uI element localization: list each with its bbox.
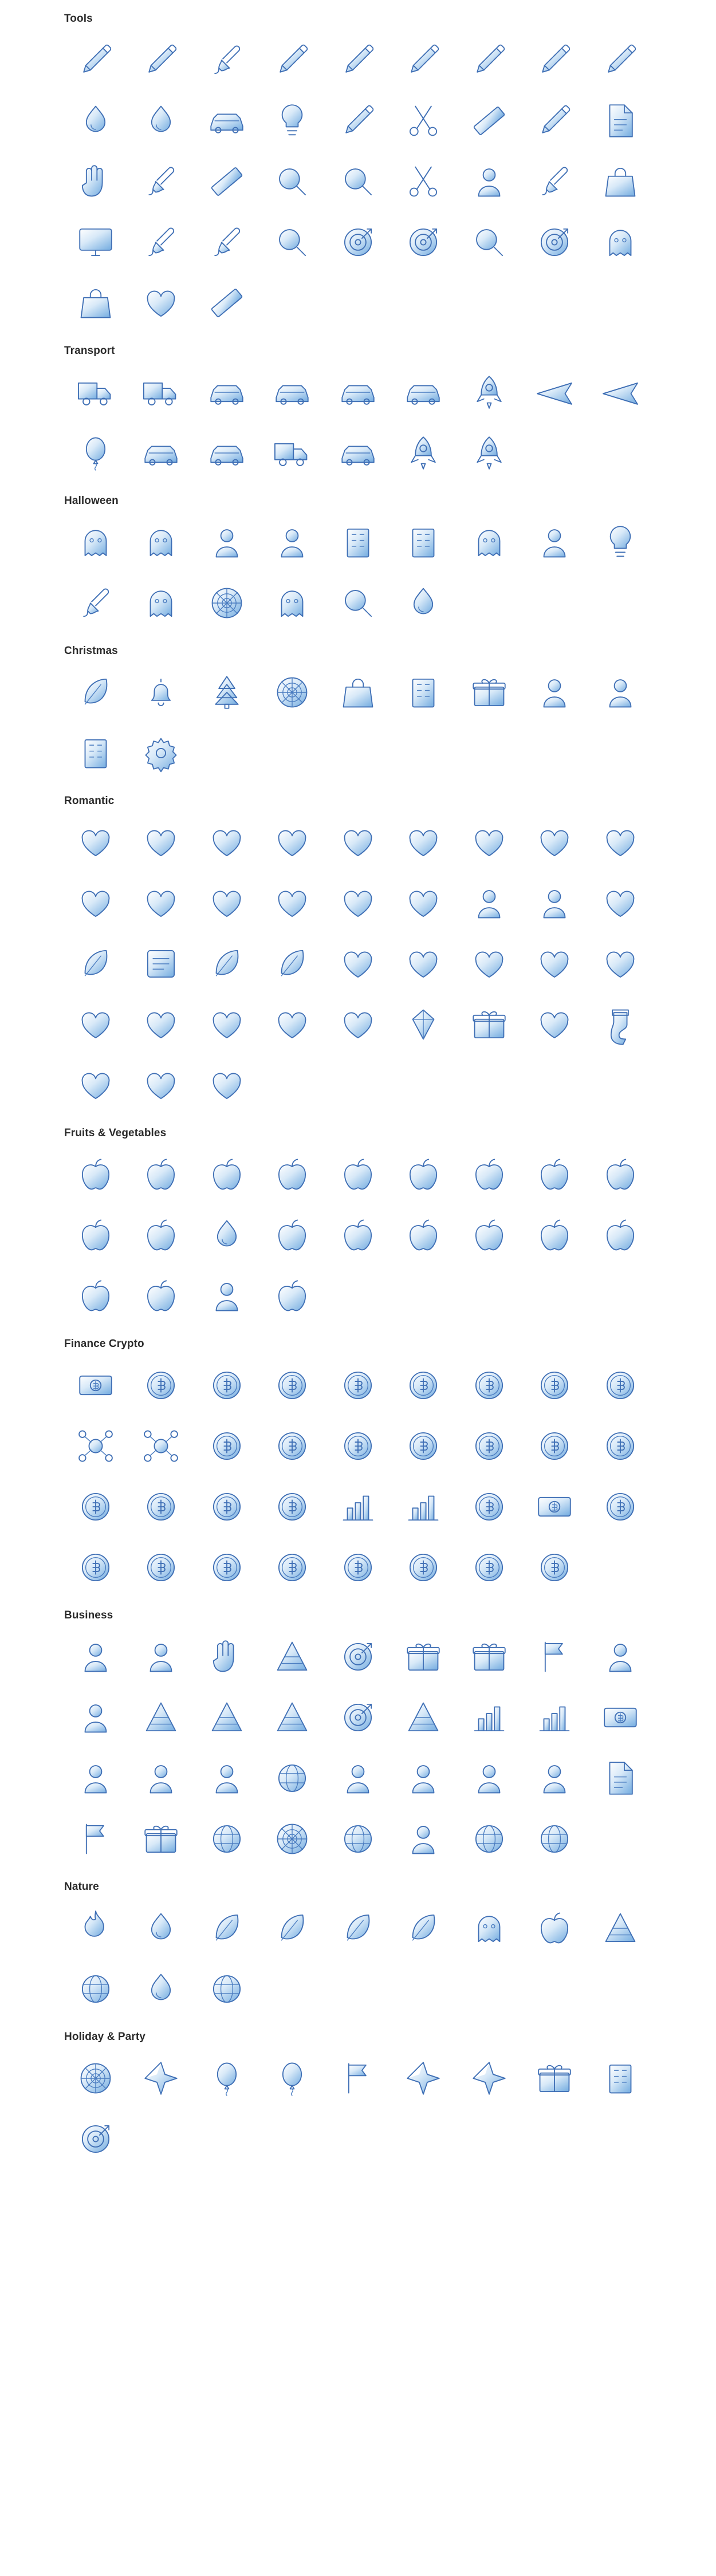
ladybug-icon[interactable]	[457, 1899, 522, 1957]
icon-grid	[63, 1145, 653, 1325]
two-hearts-icon[interactable]	[128, 813, 194, 872]
cherry-fruit-icon[interactable]	[325, 1145, 391, 1204]
bitcoin-browser-icon[interactable]	[522, 1417, 587, 1475]
category-section	[63, 1609, 653, 1868]
cursor-arrow-icon[interactable]	[325, 213, 391, 271]
bitcoin-file-icon[interactable]	[325, 1538, 391, 1597]
category-title: Halloween	[64, 495, 119, 507]
bitcoin-document-icon[interactable]	[194, 1417, 259, 1475]
heart-smile-icon[interactable]	[325, 813, 391, 872]
bitcoin-globe-icon[interactable]	[259, 1538, 325, 1597]
category-section	[63, 13, 653, 332]
flag-mountain-icon[interactable]	[259, 1628, 325, 1686]
snowman-icon[interactable]	[522, 663, 587, 722]
space-shuttle-icon[interactable]	[457, 424, 522, 482]
presentation-remove-icon[interactable]	[457, 1628, 522, 1686]
heart-balloon-icon[interactable]	[259, 874, 325, 932]
building-lights-icon[interactable]	[588, 2049, 653, 2108]
upward-arrow-icon[interactable]	[325, 1688, 391, 1747]
bitcoin-wallet-icon[interactable]	[325, 1356, 391, 1415]
diamond-icon[interactable]	[391, 995, 456, 1054]
van-icon[interactable]	[259, 424, 325, 482]
zombie-hand-icon[interactable]	[522, 513, 587, 572]
kiwi-slice-icon[interactable]	[259, 1206, 325, 1265]
scissors-icon[interactable]	[391, 152, 456, 211]
fire-icon[interactable]	[63, 1899, 128, 1957]
bar-growth-icon[interactable]	[457, 1688, 522, 1747]
idea-hand-icon[interactable]	[194, 1628, 259, 1686]
bitcoin-card-icon[interactable]	[522, 1478, 587, 1536]
christmas-tree-icon[interactable]	[194, 663, 259, 722]
global-network-icon[interactable]	[194, 1810, 259, 1868]
bell-icon[interactable]	[128, 663, 194, 722]
mango-icon[interactable]	[194, 1267, 259, 1325]
heart-calendar-icon[interactable]	[391, 935, 456, 993]
icon-grid	[63, 2049, 653, 2168]
lime-icon[interactable]	[391, 1206, 456, 1265]
leaves-icon[interactable]	[325, 1899, 391, 1957]
motorcycle-icon[interactable]	[259, 363, 325, 422]
global-folder-icon[interactable]	[522, 1810, 587, 1868]
delivery-truck-24h-icon[interactable]	[63, 363, 128, 422]
wreath-icon[interactable]	[259, 663, 325, 722]
gender-symbols-icon[interactable]	[128, 935, 194, 993]
globe-water-icon[interactable]	[128, 1960, 194, 2018]
candy-cane-icon[interactable]	[128, 724, 194, 782]
crop-icon[interactable]	[391, 213, 456, 271]
bitcoin-tree-icon[interactable]	[588, 1356, 653, 1415]
quill-icon[interactable]	[259, 31, 325, 89]
heart-flag-icon[interactable]	[325, 935, 391, 993]
select-search-icon[interactable]	[457, 213, 522, 271]
category-section	[63, 795, 653, 1114]
orange-slice-icon[interactable]	[259, 1267, 325, 1325]
zoom-out-icon[interactable]	[325, 152, 391, 211]
hand-plant-icon[interactable]	[259, 1899, 325, 1957]
pin-diagonal-icon[interactable]	[63, 213, 128, 271]
category-title: Business	[64, 1609, 113, 1621]
heart-link-icon[interactable]	[259, 813, 325, 872]
heart-bookmark-icon[interactable]	[63, 995, 128, 1054]
category-title: Christmas	[64, 645, 118, 657]
paper-sheet-icon[interactable]	[588, 92, 653, 150]
apricot-icon[interactable]	[391, 1145, 456, 1204]
moped-icon[interactable]	[391, 363, 456, 422]
push-pin-board-icon[interactable]	[63, 1810, 128, 1868]
laptop-presentation-icon[interactable]	[128, 1810, 194, 1868]
bitcoin-search-icon[interactable]	[391, 1356, 456, 1415]
plane-takeoff-icon[interactable]	[588, 363, 653, 422]
eye-triangle-icon[interactable]	[194, 1688, 259, 1747]
report-icon[interactable]	[588, 1749, 653, 1807]
scarecrow-icon[interactable]	[194, 513, 259, 572]
profile-heart-icon[interactable]	[194, 874, 259, 932]
skull-crossbones-icon[interactable]	[63, 513, 128, 572]
global-team-icon[interactable]	[391, 1810, 456, 1868]
push-pin-icon[interactable]	[588, 152, 653, 211]
gingerbread-man-icon[interactable]	[588, 663, 653, 722]
couple-walking-icon[interactable]	[128, 1056, 194, 1114]
pyramid-chart-icon[interactable]	[259, 1688, 325, 1747]
category-section	[63, 495, 653, 632]
champagne-toast-icon[interactable]	[588, 995, 653, 1054]
apple-icon[interactable]	[63, 1145, 128, 1204]
bitcoin-stack-icon[interactable]	[457, 1417, 522, 1475]
brush-icon[interactable]	[128, 213, 194, 271]
car-discount-icon[interactable]	[325, 424, 391, 482]
bitcoin-coin-icon[interactable]	[128, 1356, 194, 1415]
pen-remove-icon[interactable]	[588, 31, 653, 89]
car-icon[interactable]	[194, 363, 259, 422]
magnifier-icon[interactable]	[325, 574, 391, 632]
grapes-icon[interactable]	[63, 1206, 128, 1265]
ruler-icon[interactable]	[457, 92, 522, 150]
businesswoman-icon[interactable]	[457, 1749, 522, 1807]
raspberry-icon[interactable]	[457, 1206, 522, 1265]
chess-rook-icon[interactable]	[259, 1810, 325, 1868]
cargo-truck-icon[interactable]	[128, 363, 194, 422]
male-symbol-icon[interactable]	[63, 935, 128, 993]
pineapple-icon[interactable]	[588, 1145, 653, 1204]
measure-tools-icon[interactable]	[194, 274, 259, 332]
bitcoin-gear-icon[interactable]	[128, 1538, 194, 1597]
icon-grid	[63, 813, 653, 1114]
love-book-icon[interactable]	[522, 995, 587, 1054]
bitcoin-banknote-icon[interactable]	[63, 1356, 128, 1415]
eraser-icon[interactable]	[63, 92, 128, 150]
zoom-in-icon[interactable]	[259, 152, 325, 211]
heart-icon[interactable]	[63, 813, 128, 872]
ghost-sheet-icon[interactable]	[259, 574, 325, 632]
stamp-icon[interactable]	[194, 213, 259, 271]
witch-broom-icon[interactable]	[63, 574, 128, 632]
bitcoin-refresh-icon[interactable]	[194, 1538, 259, 1597]
candle-icon[interactable]	[588, 513, 653, 572]
broken-heart-icon[interactable]	[391, 813, 456, 872]
teddy-bear-icon[interactable]	[63, 1056, 128, 1114]
bitcoin-blocks-icon[interactable]	[63, 1538, 128, 1597]
pencil-cup-icon[interactable]	[325, 92, 391, 150]
icon-set-page	[0, 13, 716, 2196]
pencil-icon[interactable]	[63, 31, 128, 89]
cupid-arrow-icon[interactable]	[325, 995, 391, 1054]
businesswoman-flag-icon[interactable]	[128, 1628, 194, 1686]
pyramid-hierarchy-icon[interactable]	[128, 1688, 194, 1747]
heart-message-icon[interactable]	[128, 995, 194, 1054]
strategy-arrows-icon[interactable]	[522, 1628, 587, 1686]
gingerbread-house-icon[interactable]	[391, 663, 456, 722]
icon-grid	[63, 1628, 653, 1868]
blackberry-icon[interactable]	[522, 1206, 587, 1265]
pomegranate-icon[interactable]	[63, 1267, 128, 1325]
bitcoin-coins-icon[interactable]	[457, 1356, 522, 1415]
icon-grid	[63, 663, 653, 782]
blueberries-icon[interactable]	[325, 1206, 391, 1265]
watermelon-slice-icon[interactable]	[194, 1206, 259, 1265]
sparkles-icon[interactable]	[128, 2049, 194, 2108]
paintbrush-icon[interactable]	[194, 31, 259, 89]
bitcoin-users-icon[interactable]	[128, 1478, 194, 1536]
christmas-ball-icon[interactable]	[63, 663, 128, 722]
wrench-screwdriver-icon[interactable]	[259, 213, 325, 271]
tombstone-icon[interactable]	[325, 513, 391, 572]
rocket-launch-icon[interactable]	[391, 424, 456, 482]
peach-icon[interactable]	[128, 1145, 194, 1204]
heart-chat-icon[interactable]	[588, 935, 653, 993]
category-section	[63, 1881, 653, 2018]
egg-icon[interactable]	[522, 1899, 587, 1957]
businessman-bitcoin-icon[interactable]	[457, 1538, 522, 1597]
pen-add-icon[interactable]	[522, 31, 587, 89]
pear-icon[interactable]	[259, 1145, 325, 1204]
banana-icon[interactable]	[128, 1206, 194, 1265]
fireworks-icon[interactable]	[457, 2049, 522, 2108]
blockchain-node-icon[interactable]	[128, 1417, 194, 1475]
zombie-icon[interactable]	[259, 513, 325, 572]
flower-heart-icon[interactable]	[194, 1056, 259, 1114]
category-title: Finance Crypto	[64, 1338, 144, 1350]
category-section	[63, 345, 653, 482]
blockchain-network-icon[interactable]	[63, 1417, 128, 1475]
category-title: Transport	[64, 345, 115, 357]
gift-box-icon[interactable]	[457, 663, 522, 722]
paint-bag-icon[interactable]	[63, 274, 128, 332]
cursor-add-icon[interactable]	[522, 213, 587, 271]
heart-solid-icon[interactable]	[457, 813, 522, 872]
fountain-pen-icon[interactable]	[457, 31, 522, 89]
contract-document-icon[interactable]	[588, 1688, 653, 1747]
love-letter-icon[interactable]	[457, 935, 522, 993]
target-arrow-icon[interactable]	[325, 1628, 391, 1686]
dollar-bitcoin-exchange-icon[interactable]	[63, 1478, 128, 1536]
worker-icon[interactable]	[522, 1749, 587, 1807]
couple-icon[interactable]	[588, 874, 653, 932]
category-title: Romantic	[64, 795, 115, 807]
sunflower-icon[interactable]	[194, 935, 259, 993]
palette-icon[interactable]	[194, 92, 259, 150]
love-rings-icon[interactable]	[391, 874, 456, 932]
category-section	[63, 1338, 653, 1597]
icon-grid	[63, 1356, 653, 1597]
stocking-icon[interactable]	[325, 663, 391, 722]
bitcoin-percent-icon[interactable]	[259, 1478, 325, 1536]
black-cat-icon[interactable]	[128, 574, 194, 632]
lemon-icon[interactable]	[194, 1145, 259, 1204]
warning-triangle-icon[interactable]	[391, 1688, 456, 1747]
bitcoin-cloud-icon[interactable]	[391, 1417, 456, 1475]
bitcoin-phone-icon[interactable]	[259, 1356, 325, 1415]
hand-leaf-icon[interactable]	[194, 1899, 259, 1957]
presentation-board-icon[interactable]	[391, 1628, 456, 1686]
plum-icon[interactable]	[457, 1145, 522, 1204]
two-pencils-icon[interactable]	[522, 92, 587, 150]
hot-air-balloon-icon[interactable]	[63, 424, 128, 482]
jack-o-lantern-icon[interactable]	[128, 513, 194, 572]
heart-lock-icon[interactable]	[588, 813, 653, 872]
office-worker-icon[interactable]	[325, 1749, 391, 1807]
hammer-pick-icon[interactable]	[588, 213, 653, 271]
woman-profile-icon[interactable]	[457, 874, 522, 932]
eyedropper-icon[interactable]	[128, 92, 194, 150]
heart-hand-icon[interactable]	[63, 874, 128, 932]
globe-leaf-icon[interactable]	[194, 1960, 259, 2018]
growth-chart-icon[interactable]	[325, 1478, 391, 1536]
paint-roller-icon[interactable]	[128, 152, 194, 211]
sedan-car-icon[interactable]	[128, 424, 194, 482]
ghost-icon[interactable]	[457, 513, 522, 572]
bitcoin-battery-icon[interactable]	[457, 1478, 522, 1536]
businessman-icon[interactable]	[391, 1749, 456, 1807]
melon-icon[interactable]	[588, 1206, 653, 1265]
marker-icon[interactable]	[325, 31, 391, 89]
dice-icon[interactable]	[63, 2110, 128, 2168]
airplane-icon[interactable]	[522, 363, 587, 422]
fireplace-icon[interactable]	[63, 724, 128, 782]
target-person-icon[interactable]	[63, 1749, 128, 1807]
category-section	[63, 1127, 653, 1325]
decline-chart-icon[interactable]	[391, 1478, 456, 1536]
hand-heart-icon[interactable]	[128, 874, 194, 932]
cherries-icon[interactable]	[128, 1267, 194, 1325]
bitcoin-mining-icon[interactable]	[588, 1478, 653, 1536]
gift-bag-icon[interactable]	[522, 2049, 587, 2108]
disco-ball-icon[interactable]	[63, 2049, 128, 2108]
bitcoin-hand-icon[interactable]	[325, 1417, 391, 1475]
magnet-icon[interactable]	[63, 152, 128, 211]
potion-icon[interactable]	[391, 574, 456, 632]
ufo-icon[interactable]	[457, 363, 522, 422]
coffin-icon[interactable]	[391, 513, 456, 572]
paint-bucket-icon[interactable]	[457, 152, 522, 211]
icon-grid	[63, 513, 653, 632]
necktie-icon[interactable]	[259, 1749, 325, 1807]
gift-ribbon-icon[interactable]	[457, 995, 522, 1054]
manager-icon[interactable]	[194, 1749, 259, 1807]
mountains-icon[interactable]	[588, 1899, 653, 1957]
earth-recycle-icon[interactable]	[63, 1960, 128, 2018]
scooter-icon[interactable]	[325, 363, 391, 422]
heart-rings-icon[interactable]	[325, 874, 391, 932]
category-section	[63, 645, 653, 782]
category-title: Nature	[64, 1881, 99, 1893]
category-title: Fruits & Vegetables	[64, 1127, 167, 1139]
employee-badge-icon[interactable]	[128, 1749, 194, 1807]
icon-grid	[63, 363, 653, 482]
balloon-icon[interactable]	[194, 2049, 259, 2108]
hand-balloon-icon[interactable]	[259, 2049, 325, 2108]
water-drops-icon[interactable]	[128, 1899, 194, 1957]
bitcoin-settings-icon[interactable]	[391, 1538, 456, 1597]
envelope-heart-icon[interactable]	[522, 935, 587, 993]
bitcoin-exchange-icon[interactable]	[588, 1417, 653, 1475]
businesswoman-bitcoin-icon[interactable]	[522, 1538, 587, 1597]
icon-grid	[63, 1899, 653, 2018]
man-profile-icon[interactable]	[522, 874, 587, 932]
orange-icon[interactable]	[522, 1145, 587, 1204]
heart-lightning-icon[interactable]	[522, 813, 587, 872]
globe-connections-icon[interactable]	[325, 1810, 391, 1868]
rose-icon[interactable]	[259, 935, 325, 993]
party-popper-icon[interactable]	[325, 2049, 391, 2108]
bitcoin-briefcase-icon[interactable]	[194, 1478, 259, 1536]
confetti-cone-icon[interactable]	[391, 2049, 456, 2108]
world-briefcase-icon[interactable]	[457, 1810, 522, 1868]
category-title: Holiday & Party	[64, 2031, 145, 2043]
bitcoin-brick-icon[interactable]	[194, 1356, 259, 1415]
set-square-icon[interactable]	[391, 92, 456, 150]
spray-paint-icon[interactable]	[259, 92, 325, 150]
taxi-icon[interactable]	[194, 424, 259, 482]
pen-icon[interactable]	[128, 31, 194, 89]
businessman-presentation-icon[interactable]	[63, 1628, 128, 1686]
category-title: Tools	[64, 13, 93, 25]
bitcoin-monitor-icon[interactable]	[259, 1417, 325, 1475]
heart-search-icon[interactable]	[194, 995, 259, 1054]
flower-pot-icon[interactable]	[391, 1899, 456, 1957]
spider-web-icon[interactable]	[194, 574, 259, 632]
category-section	[63, 2031, 653, 2168]
broom-icon[interactable]	[522, 152, 587, 211]
teamwork-icon[interactable]	[588, 1628, 653, 1686]
palette-heart-icon[interactable]	[128, 274, 194, 332]
love-birds-icon[interactable]	[259, 995, 325, 1054]
heart-shield-icon[interactable]	[194, 813, 259, 872]
saw-icon[interactable]	[194, 152, 259, 211]
bar-decline-icon[interactable]	[522, 1688, 587, 1747]
team-people-icon[interactable]	[63, 1688, 128, 1747]
bitcoin-money-bag-icon[interactable]	[522, 1356, 587, 1415]
highlighter-icon[interactable]	[391, 31, 456, 89]
icon-grid	[63, 31, 653, 332]
